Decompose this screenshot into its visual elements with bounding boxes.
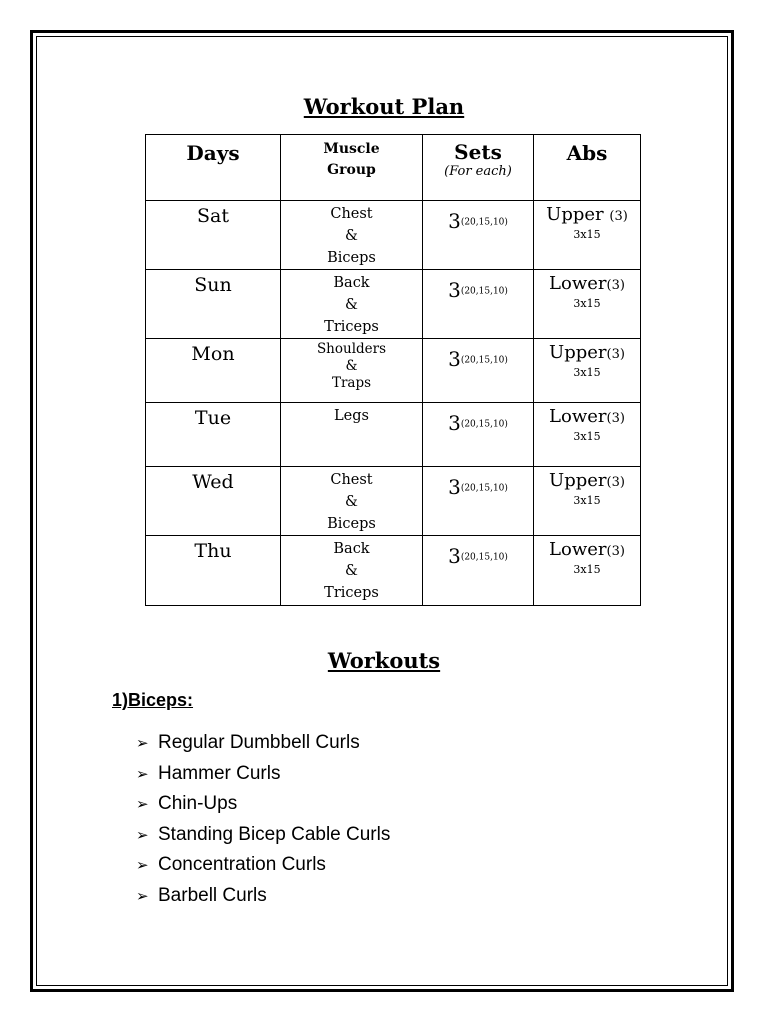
arrow-bullet-icon: ➢ — [136, 886, 149, 905]
abs-count: (3) — [606, 278, 625, 293]
abs-reps: 3x15 — [573, 430, 601, 443]
abs-cell — [534, 339, 641, 403]
list-item — [136, 789, 390, 820]
muscle-line: Chest — [330, 206, 373, 222]
muscle-line: Triceps — [324, 319, 379, 335]
arrow-bullet-icon: ➢ — [136, 825, 149, 844]
muscle-line: & — [345, 358, 358, 374]
muscle-line: Biceps — [327, 516, 376, 532]
list-item — [136, 759, 390, 790]
arrow-bullet-icon: ➢ — [136, 856, 149, 874]
day-cell: Wed — [146, 467, 281, 536]
reps-scheme: (20,15,10) — [460, 355, 508, 366]
muscle-line: Shoulders — [316, 341, 387, 357]
abs-cell — [534, 201, 641, 270]
abs-type: Lower — [549, 539, 607, 560]
header-muscle-line2: Group — [327, 162, 376, 178]
sets-cell — [423, 403, 534, 467]
day-cell: Tue — [146, 403, 281, 467]
table-row — [146, 270, 641, 339]
muscle-line: Legs — [334, 408, 369, 424]
list-item — [136, 728, 390, 759]
muscle-line: & — [345, 563, 358, 579]
reps-scheme: (20,15,10) — [460, 552, 508, 563]
table-row — [146, 339, 641, 403]
list-item — [136, 820, 390, 851]
header-days: Days — [146, 135, 281, 201]
exercise-name: Chin-Ups — [158, 793, 238, 814]
muscle-line: Chest — [330, 472, 373, 488]
sets-cell — [423, 536, 534, 606]
abs-count: (3) — [606, 411, 625, 426]
header-abs: Abs — [534, 135, 641, 201]
table-row — [146, 201, 641, 270]
reps-scheme: (20,15,10) — [460, 419, 508, 430]
muscle-line: Biceps — [327, 250, 376, 266]
exercise-name: Barbell Curls — [158, 884, 267, 906]
abs-cell — [534, 403, 641, 467]
sets-count: 3 — [448, 544, 461, 568]
abs-type: Upper — [549, 470, 607, 491]
muscle-cell — [281, 201, 423, 270]
muscle-line: Traps — [331, 375, 372, 391]
muscle-cell — [281, 339, 423, 403]
muscle-cell — [281, 270, 423, 339]
abs-count: (3) — [606, 475, 625, 490]
exercise-name: Hammer Curls — [158, 762, 281, 784]
abs-reps: 3x15 — [573, 494, 601, 507]
day-cell: Sun — [146, 270, 281, 339]
muscle-line: Triceps — [324, 585, 379, 601]
abs-cell — [534, 270, 641, 339]
table-row — [146, 403, 641, 467]
muscle-line: & — [345, 297, 358, 313]
sets-cell — [423, 467, 534, 536]
muscle-line: Back — [333, 275, 370, 291]
table-row — [146, 536, 641, 606]
list-item — [136, 881, 390, 912]
reps-scheme: (20,15,10) — [460, 217, 508, 228]
day-cell: Mon — [146, 339, 281, 403]
sets-cell — [423, 270, 534, 339]
abs-cell — [534, 467, 641, 536]
list-item — [136, 850, 390, 881]
muscle-cell — [281, 403, 423, 467]
header-muscle-group — [281, 135, 423, 201]
muscle-line: Back — [333, 541, 370, 557]
exercise-name: Regular Dumbbell Curls — [158, 732, 360, 753]
sets-cell — [423, 339, 534, 403]
exercise-name: Concentration Curls — [158, 854, 326, 875]
arrow-bullet-icon: ➢ — [136, 795, 149, 813]
muscle-cell — [281, 536, 423, 606]
table-header-row — [146, 135, 641, 201]
exercise-list — [136, 728, 390, 911]
abs-type: Lower — [549, 273, 607, 294]
reps-scheme: (20,15,10) — [460, 286, 508, 297]
sets-count: 3 — [448, 347, 461, 371]
abs-count: (3) — [606, 347, 625, 362]
sets-count: 3 — [448, 278, 461, 302]
muscle-line: & — [345, 228, 358, 244]
arrow-bullet-icon: ➢ — [136, 734, 149, 752]
page-title: Workout Plan — [303, 94, 465, 119]
header-muscle-line1: Muscle — [323, 141, 380, 157]
day-cell: Thu — [146, 536, 281, 606]
muscle-line: & — [345, 494, 358, 510]
sets-count: 3 — [448, 475, 461, 499]
workout-plan-table — [145, 134, 641, 606]
reps-scheme: (20,15,10) — [460, 483, 508, 494]
header-sets — [423, 135, 534, 201]
table-row — [146, 467, 641, 536]
abs-type: Upper — [546, 204, 604, 225]
muscle-cell — [281, 467, 423, 536]
section-heading: 1)Biceps: — [112, 690, 194, 710]
sets-count: 3 — [448, 209, 461, 233]
abs-reps: 3x15 — [573, 297, 601, 310]
workouts-title: Workouts — [327, 648, 441, 673]
abs-count: (3) — [609, 209, 628, 224]
header-sets-label: Sets — [454, 140, 502, 164]
sets-count: 3 — [448, 411, 461, 435]
abs-cell — [534, 536, 641, 606]
abs-reps: 3x15 — [573, 366, 601, 379]
abs-reps: 3x15 — [573, 228, 601, 241]
day-cell: Sat — [146, 201, 281, 270]
arrow-bullet-icon: ➢ — [136, 764, 149, 783]
exercise-name: Standing Bicep Cable Curls — [158, 823, 391, 845]
header-sets-sub: (For each) — [444, 164, 512, 179]
abs-count: (3) — [606, 544, 625, 559]
sets-cell — [423, 201, 534, 270]
abs-reps: 3x15 — [573, 563, 601, 576]
abs-type: Upper — [549, 342, 607, 363]
abs-type: Lower — [549, 406, 607, 427]
